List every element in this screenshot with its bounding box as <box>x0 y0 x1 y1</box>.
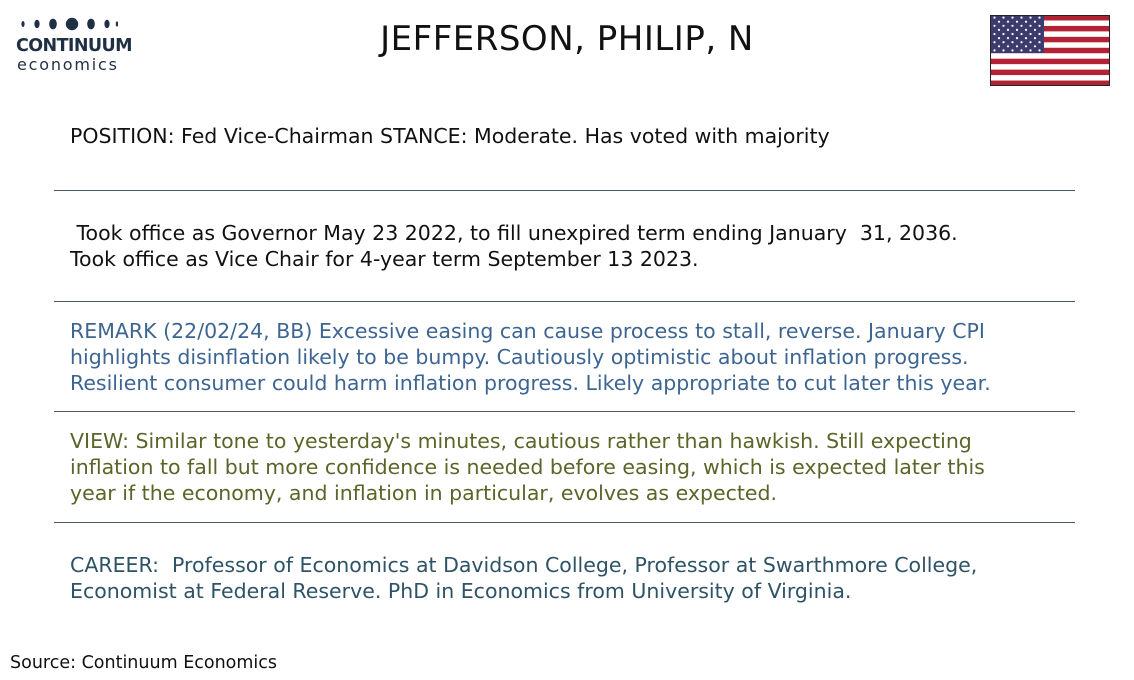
view-line: inflation to fall but more confidence is needed before easing, which is expected later this <box>70 455 985 479</box>
remark-line: highlights disinflation likely to be bumpy. Cautiously optimistic about inflation progress. <box>70 345 969 369</box>
position-stance-line: POSITION: Fed Vice-Chairman STANCE: Moderate. Has voted with majority <box>70 124 830 148</box>
office-line: Took office as Vice Chair for 4-year term September 13 2023. <box>70 247 699 271</box>
view-line: VIEW: Similar tone to yesterday's minutes, cautious rather than hawkish. Still expecting <box>70 429 972 453</box>
remark-line: REMARK (22/02/24, BB) Excessive easing can cause process to stall, reverse. January CPI <box>70 319 985 343</box>
remark-line: Resilient consumer could harm inflation progress. Likely appropriate to cut later this year. <box>70 371 991 395</box>
office-line: Took office as Governor May 23 2022, to fill unexpired term ending January 31, 2036. <box>70 221 958 245</box>
divider <box>54 522 1075 523</box>
divider <box>54 190 1075 191</box>
view-section <box>70 428 985 506</box>
career-section <box>70 552 977 604</box>
remark-section <box>70 318 991 396</box>
source-note: Source: Continuum Economics <box>10 653 278 673</box>
page-title: JEFFERSON, PHILIP, N <box>380 19 754 59</box>
divider <box>54 301 1075 302</box>
divider <box>54 411 1075 412</box>
logo-name: CONTINUUM <box>16 36 132 56</box>
view-line: year if the economy, and inflation in particular, evolves as expected. <box>70 481 778 505</box>
us-flag-icon <box>990 15 1110 86</box>
office-section <box>70 220 958 272</box>
career-line: CAREER: Professor of Economics at Davidson College, Professor at Swarthmore College, <box>70 553 978 577</box>
career-line: Economist at Federal Reserve. PhD in Economics from University of Virginia. <box>70 579 852 603</box>
logo-subtitle: economics <box>17 55 119 74</box>
